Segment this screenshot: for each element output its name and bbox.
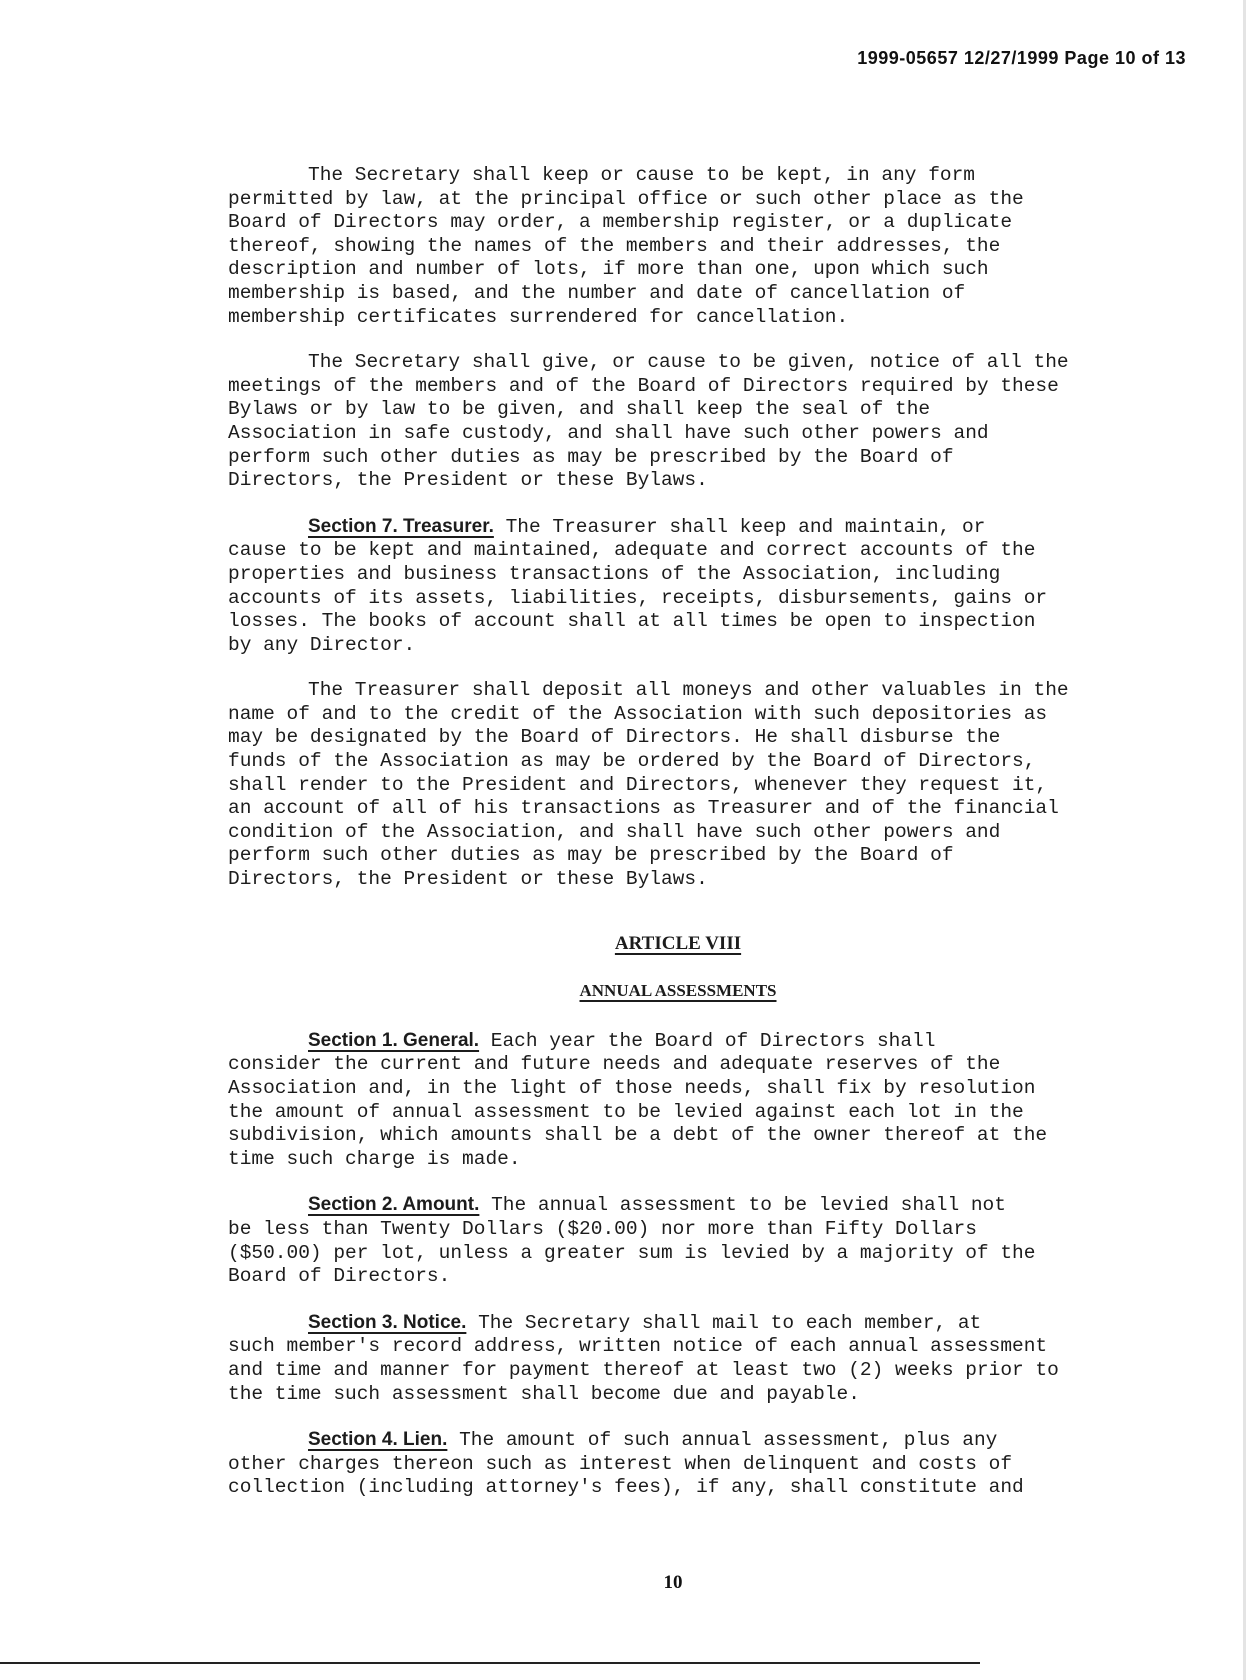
section-heading: Section 2. Amount. (308, 1194, 480, 1216)
section-text: The Secretary shall mail to each member, at such member's record address, written notice of each annual assessment and time and manner for payment thereof at least two (2) weeks prior to the time such assessment shall become due and payable. (228, 1311, 1059, 1405)
article-subtitle: ANNUAL ASSESSMENTS (579, 981, 777, 1001)
section-heading: Section 7. Treasurer. (308, 515, 494, 537)
section-heading: Section 4. Lien. (308, 1429, 448, 1451)
section-text: The Treasurer shall keep and maintain, or cause to be kept and maintained, adequate and correct accounts of the properties and business transactions of the Association, including accounts of its assets, liabilities, receipts, disbursements, gains or losses. The books of account shall at all times be open to inspection by any Director. (228, 515, 1048, 656)
document-body (228, 164, 1128, 1522)
article-title: ARTICLE VIII (614, 932, 742, 954)
recording-stamp: 1999-05657 12/27/1999 Page 10 of 13 (857, 48, 1186, 68)
section-heading: Section 1. General. (308, 1029, 480, 1051)
paragraph-secretary-register (228, 164, 1128, 329)
paragraph-text: The Treasurer shall deposit all moneys and other valuables in the name of and to the credit of the Association with such depositories as may be designated by the Board of Directors. He shall disburse the funds of the Association as may be ordered by the Board of Directors, shall render to the President and Directors, whenever they request it, an account of all of his transactions as Treasurer and of the financial condition of the Association, and shall have such other powers and perform such other duties as may be prescribed by the Board of Directors, the President or these Bylaws. (228, 679, 1069, 891)
section-heading: Section 3. Notice. (308, 1311, 467, 1333)
section-text: The amount of such annual assessment, plus any other charges thereon such as interest when delinquent and costs of collection (including attorney's fees), if any, shall constitute and (228, 1429, 1024, 1499)
scan-artifact-line (0, 1662, 980, 1664)
section-lien (228, 1428, 1128, 1500)
section-notice (228, 1311, 1128, 1406)
section-text: Each year the Board of Directors shall consider the current and future needs and adequate reserves of the Association and, in the light of those needs, shall fix by resolution the amount of annual assessment to be levied against each lot in the subdivision, which amounts shall be a debt of the owner thereof at the time such charge is made. (228, 1029, 1048, 1170)
paragraph-treasurer-deposit (228, 679, 1128, 891)
section-amount (228, 1193, 1128, 1288)
section-text: The annual assessment to be levied shall not be less than Twenty Dollars ($20.00) nor more than Fifty Dollars ($50.00) per lot, unless a greater sum is levied by a majority of the Board of Directors. (228, 1194, 1036, 1288)
paragraph-text: The Secretary shall keep or cause to be kept, in any form permitted by law, at the principal office or such other place as the Board of Directors may order, a membership register, or a duplicate thereof, showing the names of the members and their addresses, the description and number of lots, if more than one, upon which such membership is based, and the number and date of cancellation of membership certificates surrendered for cancellation. (228, 164, 1024, 328)
paragraph-text: The Secretary shall give, or cause to be given, notice of all the meetings of the members and of the Board of Directors required by these Bylaws or by law to be given, and shall keep the seal of the Association in safe custody, and shall have such other powers and perform such other duties as may be prescribed by the Board of Directors, the President or these Bylaws. (228, 351, 1069, 492)
page-number: 10 (663, 1572, 683, 1593)
section-treasurer (228, 515, 1128, 658)
section-general (228, 1029, 1128, 1172)
paragraph-secretary-notice (228, 351, 1128, 493)
